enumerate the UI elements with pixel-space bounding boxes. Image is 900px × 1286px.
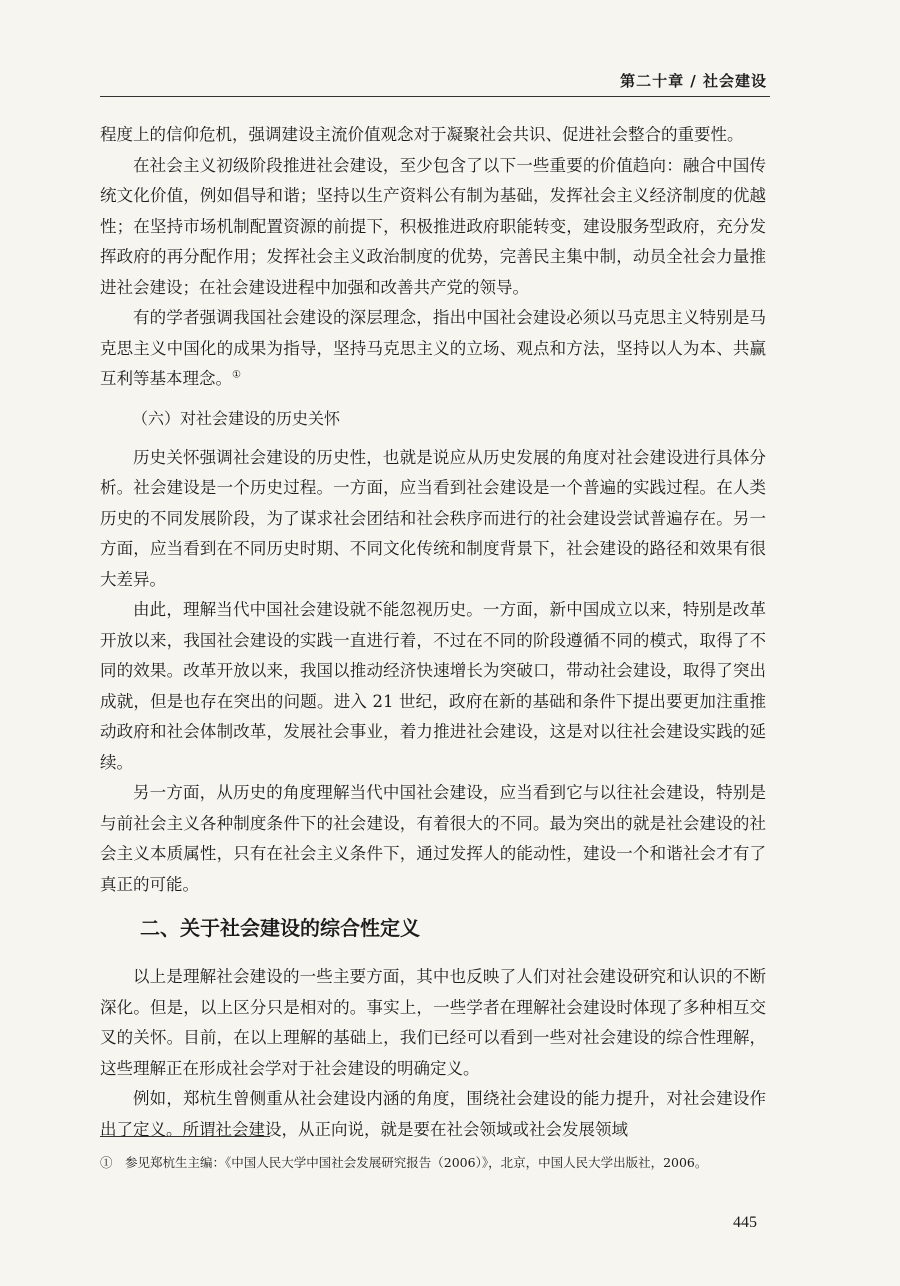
footnote: ① 参见郑杭生主编：《中国人民大学中国社会发展研究报告（2006）》，北京，中国人民大学出版社，2006。 <box>100 1155 708 1170</box>
paragraph-3-text: 有的学者强调我国社会建设的深层理念，指出中国社会建设必须以马克思主义特别是马克思主义中国化的成果为指导，坚持马克思主义的立场、观点和方法，坚持以人为本、共赢互利等基本理念。 <box>100 308 766 388</box>
section-heading: 二、关于社会建设的综合性定义 <box>140 916 420 940</box>
paragraph-2: 在社会主义初级阶段推进社会建设，至少包含了以下一些重要的价值趋向：融合中国传统文化价值，例如倡导和谐；坚持以生产资料公有制为基础，发挥社会主义经济制度的优越性；在坚持市场机制配置资源的前提下，积极推进政府职能转变，建设服务型政府，充分发挥政府的再分配作用；发挥社会主义政治制度的优势，完善民主集中制，动员全社会力量推进社会建设；在社会建设进程中加强和改善共产党的领导。 <box>100 155 766 297</box>
page-number: 445 <box>733 1214 757 1231</box>
paragraph-8: 例如，郑杭生曾侧重从社会建设内涵的角度，围绕社会建设的能力提升，对社会建设作出了定义。所谓社会建设，从正向说，就是要在社会领域或社会发展领域 <box>100 1089 766 1139</box>
paragraph-7: 以上是理解社会建设的一些主要方面，其中也反映了人们对社会建设研究和认识的不断深化。但是，以上区分只是相对的。事实上，一些学者在理解社会建设时体现了多种相互交叉的关怀。目前，在以上理解的基础上，我们已经可以看到一些对社会建设的综合性理解，这些理解正在形成社会学对于社会建设的明确定义。 <box>100 967 766 1078</box>
paragraph-3 <box>100 303 766 395</box>
paragraph-6: 另一方面，从历史的角度理解当代中国社会建设，应当看到它与以往社会建设，特别是与前社会主义各种制度条件下的社会建设，有着很大的不同。最为突出的就是社会建设的社会主义本质属性，只有在社会主义条件下，通过发挥人的能动性，建设一个和谐社会才有了真正的可能。 <box>100 783 766 894</box>
subsection-heading: （六）对社会建设的历史关怀 <box>132 408 341 428</box>
paragraph-4: 历史关怀强调社会建设的历史性，也就是说应从历史发展的角度对社会建设进行具体分析。社会建设是一个历史过程。一方面，应当看到社会建设是一个普遍的实践过程。在人类历史的不同发展阶段，为了谋求社会团结和社会秩序而进行的社会建设尝试普遍存在。另一方面，应当看到在不同历史时期、不同文化传统和制度背景下，社会建设的路径和效果有很大差异。 <box>100 447 766 589</box>
footnote-rule <box>100 1136 270 1137</box>
running-head: 第二十章 / 社会建设 <box>620 72 767 90</box>
footnote-marker: ① <box>232 369 241 381</box>
paragraph-5: 由此，理解当代中国社会建设就不能忽视历史。一方面，新中国成立以来，特别是改革开放以来，我国社会建设的实践一直进行着，不过在不同的阶段遵循不同的模式，取得了不同的效果。改革开放以来，我国以推动经济快速增长为突破口，带动社会建设，取得了突出成就，但是也存在突出的问题。进入 21 世纪，政府在新的基础和条件下提出要更加注重推动政府和社会体制改革，发展社会事业，着力推进社会建设，这是对以往社会建设实践的延续。 <box>100 600 766 772</box>
header-rule <box>100 96 770 97</box>
body-text <box>100 120 766 1145</box>
paragraph-1: 程度上的信仰危机，强调建设主流价值观念对于凝聚社会共识、促进社会整合的重要性。 <box>100 125 744 144</box>
